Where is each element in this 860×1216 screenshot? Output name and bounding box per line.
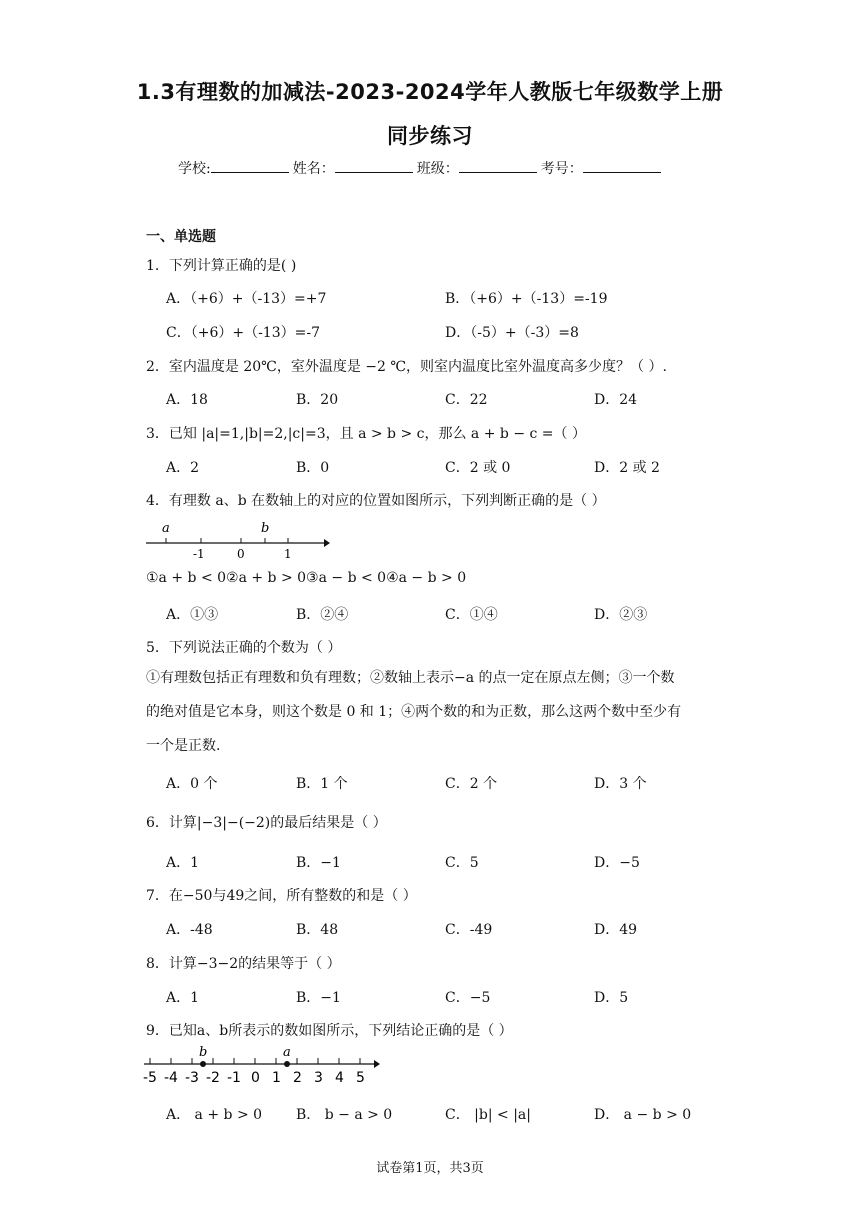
tick-label: -5 — [143, 1070, 157, 1086]
question-9-option-b[interactable]: B． b − a > 0 — [296, 1107, 393, 1123]
question-2-option-d[interactable]: D．24 — [594, 392, 638, 408]
axis-ticks — [150, 1058, 360, 1064]
axis-label-minus-1: -1 — [193, 547, 205, 560]
tick-label: 5 — [356, 1070, 365, 1086]
school-label: 学校: — [178, 161, 211, 177]
question-2-option-c[interactable]: C．22 — [445, 392, 488, 408]
class-blank[interactable] — [459, 160, 537, 173]
question-4-option-d[interactable]: D．②③ — [594, 607, 648, 623]
question-7-option-c[interactable]: C．-49 — [445, 922, 493, 938]
exam-no-label: 考号： — [540, 161, 583, 177]
question-5-body-line: 一个是正数. — [146, 738, 221, 754]
axis-label-0: 0 — [237, 547, 245, 560]
title-line-1: 1.3有理数的加减法-2023-2024学年人教版七年级数学上册 — [136, 80, 724, 104]
tick-label: -4 — [164, 1070, 178, 1086]
axis-label-b: b — [199, 1045, 208, 1060]
question-9-option-c[interactable]: C． |b| < |a| — [445, 1107, 531, 1123]
axis-arrow — [324, 539, 330, 547]
tick-label: -1 — [227, 1070, 241, 1086]
name-blank[interactable] — [335, 160, 413, 173]
axis-label-a: a — [283, 1045, 291, 1060]
question-5-option-d[interactable]: D．3 个 — [594, 776, 647, 792]
tick-label: 2 — [293, 1070, 302, 1086]
question-1-stem: 1．下列计算正确的是( ) — [146, 258, 297, 274]
tick-label: -3 — [185, 1070, 199, 1086]
tick-label: 4 — [335, 1070, 344, 1086]
question-9-option-d[interactable]: D． a − b > 0 — [594, 1107, 692, 1123]
axis-label-1: 1 — [284, 547, 292, 560]
question-7-option-b[interactable]: B．48 — [296, 922, 339, 938]
tick-label: -2 — [206, 1070, 220, 1086]
page-footer: 试卷第1页，共3页 — [376, 1161, 484, 1176]
question-7-stem: 7．在−50与49之间，所有整数的和是（ ） — [146, 888, 417, 904]
question-8-option-d[interactable]: D．5 — [594, 990, 629, 1006]
question-7-option-d[interactable]: D．49 — [594, 922, 638, 938]
number-line-4 — [144, 518, 330, 560]
question-8-option-b[interactable]: B．−1 — [296, 990, 341, 1006]
point-b — [200, 1061, 206, 1067]
exam-no-blank[interactable] — [583, 160, 661, 173]
tick-label: 3 — [314, 1070, 323, 1086]
point-a — [284, 1061, 290, 1067]
axis-arrow — [374, 1060, 380, 1068]
question-5-option-a[interactable]: A．0 个 — [166, 776, 218, 792]
title-line-2: 同步练习 — [387, 124, 473, 148]
question-5-body — [146, 661, 714, 763]
question-5-body-line: ①有理数包括正有理数和负有理数；②数轴上表示−a 的点一定在原点左侧；③一个数 — [146, 670, 675, 686]
question-7-option-a[interactable]: A．-48 — [166, 922, 213, 938]
question-6-option-b[interactable]: B．−1 — [296, 855, 341, 871]
question-3-stem: 3．已知 |a|=1,|b|=2,|c|=3，且 a > b > c，那么 a + b − c =（ ） — [146, 426, 586, 442]
question-4-option-a[interactable]: A．①③ — [166, 607, 219, 623]
number-line-9 — [142, 1044, 382, 1088]
question-9-stem: 9．已知a、b所表示的数如图所示，下列结论正确的是（ ） — [146, 1023, 513, 1039]
question-3-option-c[interactable]: C．2 或 0 — [445, 460, 511, 476]
question-8-option-a[interactable]: A．1 — [166, 990, 200, 1006]
question-1-option-b[interactable]: B．（+6）+（-13）=-19 — [445, 291, 608, 307]
section-title: 一、单选题 — [146, 229, 216, 245]
question-6-stem: 6．计算|−3|−(−2)的最后结果是（ ） — [146, 815, 387, 831]
axis-number-labels — [143, 1070, 365, 1086]
question-2-option-b[interactable]: B．20 — [296, 392, 339, 408]
question-2-option-a[interactable]: A．18 — [166, 392, 208, 408]
question-4-conditions: ①a + b < 0②a + b > 0③a − b < 0④a − b > 0 — [146, 570, 467, 586]
question-4-option-c[interactable]: C．①④ — [445, 607, 498, 623]
tick-label: 1 — [272, 1070, 281, 1086]
question-8-stem: 8．计算−3−2的结果等于（ ） — [146, 956, 341, 972]
name-label: 姓名： — [292, 161, 335, 177]
question-1-option-d[interactable]: D．（-5）+（-3）=8 — [445, 325, 579, 341]
question-1-option-a[interactable]: A．（+6）+（-13）=+7 — [166, 291, 327, 307]
question-6-option-c[interactable]: C．5 — [445, 855, 479, 871]
tick-label: 0 — [251, 1070, 260, 1086]
question-3-option-d[interactable]: D．2 或 2 — [594, 460, 660, 476]
axis-label-a: a — [162, 521, 170, 536]
question-2-stem: 2．室内温度是 20℃，室外温度是 −2 ℃，则室内温度比室外温度高多少度？（ ）. — [146, 359, 667, 375]
question-4-option-b[interactable]: B．②④ — [296, 607, 349, 623]
question-1-option-c[interactable]: C．（+6）+（-13）=-7 — [166, 325, 320, 341]
question-5-stem: 5．下列说法正确的个数为（ ） — [146, 640, 342, 656]
question-5-body-line: 的绝对值是它本身，则这个数是 0 和 1；④两个数的和为正数，那么这两个数中至少有 — [146, 704, 682, 720]
question-4-stem: 4．有理数 a、b 在数轴上的对应的位置如图所示，下列判断正确的是（ ） — [146, 493, 606, 509]
question-8-option-c[interactable]: C．−5 — [445, 990, 491, 1006]
class-label: 班级： — [416, 161, 459, 177]
school-blank[interactable] — [211, 160, 289, 173]
question-5-option-c[interactable]: C．2 个 — [445, 776, 498, 792]
question-9-option-a[interactable]: A． a + b > 0 — [166, 1107, 263, 1123]
question-3-option-b[interactable]: B．0 — [296, 460, 330, 476]
question-6-option-a[interactable]: A．1 — [166, 855, 200, 871]
student-info-line — [178, 158, 665, 178]
question-6-option-d[interactable]: D．−5 — [594, 855, 640, 871]
question-5-option-b[interactable]: B．1 个 — [296, 776, 348, 792]
question-3-option-a[interactable]: A．2 — [166, 460, 200, 476]
axis-label-b: b — [261, 521, 270, 536]
